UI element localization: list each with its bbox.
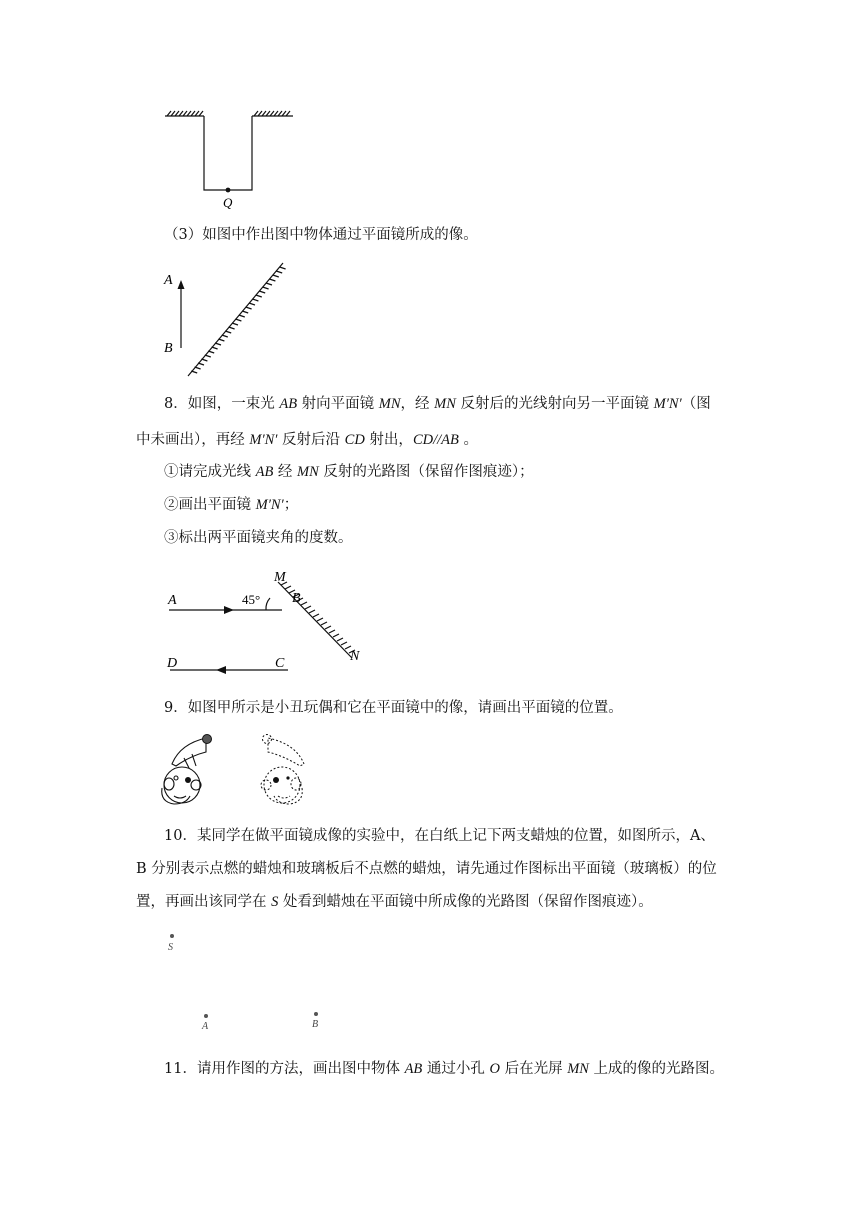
- angle-label: 45°: [242, 592, 261, 607]
- label-a: A: [168, 593, 177, 608]
- question-8-line-1: 8．如图，一束光 AB 射向平面镜 MN，经 MN 反射后的光线射向另一平面镜 M′N′（图: [164, 396, 711, 412]
- well-figure: [160, 108, 300, 210]
- question-8-sub-1: ①请完成光线 AB 经 MN 反射的光路图（保留作图痕迹）；: [164, 464, 534, 480]
- question-10-line-2: B 分别表示点燃的蜡烛和玻璃板后不点燃的蜡烛，请先通过作图标出平面镜（玻璃板）的位: [136, 861, 717, 877]
- arrow-mirror-figure: [158, 258, 298, 380]
- question-10-line-1: 10．某同学在做平面镜成像的实验中，在白纸上记下两支蜡烛的位置，如图所示，A、: [164, 828, 715, 844]
- label-b: B: [312, 1019, 319, 1030]
- label-q: Q: [223, 195, 233, 210]
- question-3-part-3: （3）如图中作出图中物体通过平面镜所成的像。: [164, 227, 478, 243]
- label-m: M: [274, 570, 286, 585]
- label-d: D: [167, 656, 178, 671]
- question-9: 9．如图甲所示是小丑玩偶和它在平面镜中的像，请画出平面镜的位置。: [164, 700, 623, 716]
- label-a: A: [164, 273, 173, 288]
- label-b: B: [292, 591, 301, 606]
- label-n: N: [350, 649, 360, 664]
- mirror-rays-figure: [160, 566, 380, 678]
- question-11: 11．请用作图的方法，画出图中物体 AB 通过小孔 O 后在光屏 MN 上成的像的光路图。: [164, 1061, 725, 1077]
- clown-figure: [154, 730, 324, 810]
- label-s: S: [168, 942, 173, 953]
- label-b: B: [164, 341, 173, 356]
- points-figure: [160, 930, 340, 1034]
- question-10-line-3: 置，再画出该同学在 S 处看到蜡烛在平面镜中所成像的光路图（保留作图痕迹）。: [136, 894, 653, 910]
- label-a: A: [202, 1021, 209, 1032]
- question-8-sub-2: ②画出平面镜 M′N′；: [164, 497, 299, 513]
- question-8-sub-3: ③标出两平面镜夹角的度数。: [164, 530, 353, 546]
- label-c: C: [275, 656, 285, 671]
- question-8-line-2: 中未画出），再经 M′N′ 反射后沿 CD 射出，CD//AB 。: [136, 432, 478, 448]
